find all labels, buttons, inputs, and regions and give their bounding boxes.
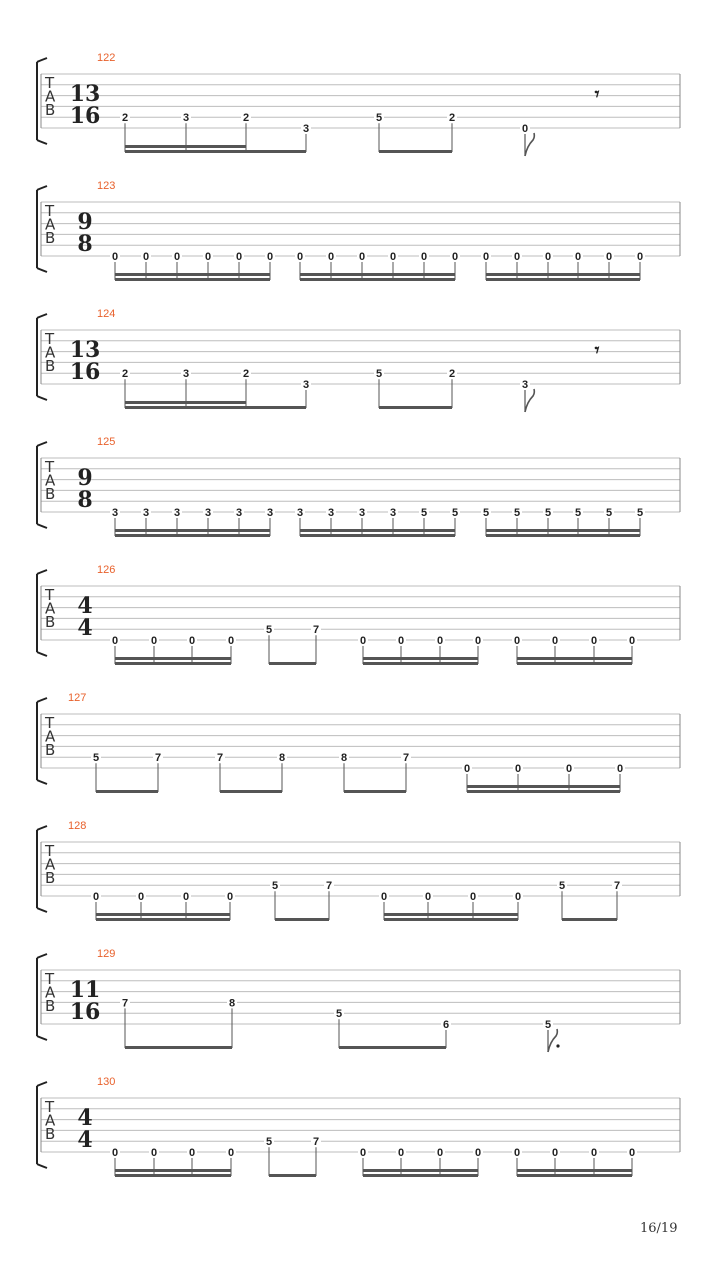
beam bbox=[125, 1046, 232, 1049]
fret-number: 0 bbox=[463, 763, 471, 775]
tab-clef-letter: B bbox=[45, 613, 56, 631]
fret-number: 0 bbox=[142, 251, 150, 263]
measure-number: 127 bbox=[68, 692, 87, 704]
measure-number: 128 bbox=[68, 820, 87, 832]
fret-number: 0 bbox=[226, 891, 234, 903]
tab-clef-letter: B bbox=[45, 741, 56, 759]
fret-number: 7 bbox=[312, 1136, 320, 1149]
beam bbox=[467, 785, 620, 788]
fret-number: 0 bbox=[327, 251, 335, 263]
beam bbox=[517, 657, 632, 660]
fret-number: 0 bbox=[474, 1147, 482, 1159]
time-signature-numerator: 4 bbox=[77, 593, 93, 619]
fret-number: 0 bbox=[227, 1147, 235, 1159]
measure-number: 129 bbox=[97, 948, 116, 960]
fret-number: 0 bbox=[513, 251, 521, 263]
time-signature-numerator: 9 bbox=[77, 209, 93, 235]
beam bbox=[562, 918, 617, 921]
fret-number: 0 bbox=[227, 635, 235, 647]
measure-number: 130 bbox=[97, 1076, 116, 1088]
fret-number: 5 bbox=[265, 624, 273, 637]
beam bbox=[96, 790, 158, 793]
beam bbox=[269, 1174, 316, 1177]
fret-number: 0 bbox=[235, 251, 243, 263]
beam bbox=[115, 534, 270, 537]
fret-number: 0 bbox=[137, 891, 145, 903]
fret-number: 0 bbox=[111, 1147, 119, 1159]
fret-number: 0 bbox=[424, 891, 432, 903]
note-flag bbox=[525, 389, 534, 412]
fret-number: 2 bbox=[448, 368, 456, 381]
fret-number: 3 bbox=[182, 112, 190, 125]
tab-clef-letter: B bbox=[45, 229, 56, 247]
beam bbox=[363, 657, 478, 660]
tab-clef-letter: A bbox=[45, 215, 56, 234]
fret-number: 0 bbox=[628, 635, 636, 647]
fret-number: 0 bbox=[616, 763, 624, 775]
measure-number: 125 bbox=[97, 436, 116, 448]
time-signature-denominator: 16 bbox=[69, 359, 101, 385]
tab-clef-letter: T bbox=[45, 202, 55, 220]
beam bbox=[125, 406, 306, 409]
fret-number: 8 bbox=[278, 752, 286, 765]
fret-number: 0 bbox=[551, 1147, 559, 1159]
fret-number: 0 bbox=[628, 1147, 636, 1159]
fret-number: 5 bbox=[420, 507, 428, 519]
beam bbox=[96, 918, 230, 921]
fret-number: 5 bbox=[271, 880, 279, 893]
beam bbox=[467, 790, 620, 793]
tab-clef-letter: T bbox=[45, 970, 55, 988]
time-signature-numerator: 13 bbox=[69, 337, 101, 363]
fret-number: 3 bbox=[173, 507, 181, 519]
tab-clef-letter: A bbox=[45, 983, 56, 1002]
fret-number: 5 bbox=[605, 507, 613, 519]
eighth-rest-icon: 𝄾 bbox=[594, 84, 600, 105]
fret-number: 0 bbox=[150, 1147, 158, 1159]
tab-clef-letter: T bbox=[45, 714, 55, 732]
fret-number: 2 bbox=[121, 368, 129, 381]
beam bbox=[115, 1174, 231, 1177]
fret-number: 5 bbox=[375, 112, 383, 125]
fret-number: 0 bbox=[380, 891, 388, 903]
tab-clef-letter: T bbox=[45, 842, 55, 860]
time-signature-numerator: 11 bbox=[69, 977, 101, 1003]
beam bbox=[125, 150, 306, 153]
beam bbox=[269, 662, 316, 665]
fret-number: 5 bbox=[335, 1008, 343, 1021]
tab-clef-letter: T bbox=[45, 74, 55, 92]
beam bbox=[363, 662, 478, 665]
tab-clef-letter: B bbox=[45, 101, 56, 119]
fret-number: 0 bbox=[266, 251, 274, 263]
fret-number: 0 bbox=[513, 1147, 521, 1159]
fret-number: 0 bbox=[551, 635, 559, 647]
tab-clef-letter: B bbox=[45, 997, 56, 1015]
time-signature-numerator: 9 bbox=[77, 465, 93, 491]
fret-number: 5 bbox=[544, 1019, 552, 1031]
fret-number: 3 bbox=[204, 507, 212, 519]
fret-number: 0 bbox=[514, 891, 522, 903]
fret-number: 0 bbox=[574, 251, 582, 263]
beam bbox=[96, 913, 230, 916]
tab-clef-letter: B bbox=[45, 1125, 56, 1143]
fret-number: 0 bbox=[469, 891, 477, 903]
beam bbox=[486, 278, 640, 281]
beam bbox=[486, 529, 640, 532]
tab-clef-letter: T bbox=[45, 330, 55, 348]
fret-number: 0 bbox=[111, 635, 119, 647]
fret-number: 0 bbox=[436, 1147, 444, 1159]
beam bbox=[220, 790, 282, 793]
beam bbox=[300, 273, 455, 276]
beam bbox=[517, 662, 632, 665]
tab-clef-letter: A bbox=[45, 1111, 56, 1130]
beam bbox=[115, 529, 270, 532]
tab-clef-letter: A bbox=[45, 599, 56, 618]
beam bbox=[125, 401, 246, 404]
beam bbox=[300, 529, 455, 532]
beam bbox=[344, 790, 406, 793]
fret-number: 0 bbox=[513, 635, 521, 647]
fret-number: 2 bbox=[448, 112, 456, 125]
fret-number: 3 bbox=[389, 507, 397, 519]
fret-number: 0 bbox=[544, 251, 552, 263]
fret-number: 7 bbox=[402, 752, 410, 765]
fret-number: 7 bbox=[154, 752, 162, 765]
fret-number: 0 bbox=[397, 635, 405, 647]
beam bbox=[363, 1169, 478, 1172]
time-signature-denominator: 4 bbox=[77, 615, 93, 641]
fret-number: 0 bbox=[590, 635, 598, 647]
fret-number: 5 bbox=[636, 507, 644, 519]
fret-number: 5 bbox=[375, 368, 383, 381]
fret-number: 2 bbox=[242, 368, 250, 381]
fret-number: 8 bbox=[340, 752, 348, 765]
time-signature-numerator: 13 bbox=[69, 81, 101, 107]
time-signature-denominator: 16 bbox=[69, 103, 101, 129]
tab-clef-letter: T bbox=[45, 1098, 55, 1116]
fret-number: 0 bbox=[636, 251, 644, 263]
fret-number: 0 bbox=[359, 1147, 367, 1159]
beam bbox=[115, 662, 231, 665]
fret-number: 7 bbox=[613, 880, 621, 893]
fret-number: 0 bbox=[474, 635, 482, 647]
tab-clef-letter: T bbox=[45, 458, 55, 476]
beam bbox=[300, 534, 455, 537]
dot-icon bbox=[556, 1044, 559, 1047]
beam bbox=[486, 534, 640, 537]
fret-number: 3 bbox=[182, 368, 190, 381]
fret-number: 0 bbox=[590, 1147, 598, 1159]
fret-number: 5 bbox=[92, 752, 100, 765]
tab-clef-letter: B bbox=[45, 357, 56, 375]
fret-number: 0 bbox=[436, 635, 444, 647]
time-signature-denominator: 8 bbox=[77, 231, 93, 257]
fret-number: 3 bbox=[302, 123, 310, 135]
fret-number: 3 bbox=[296, 507, 304, 519]
measure-number: 123 bbox=[97, 180, 116, 192]
fret-number: 7 bbox=[121, 997, 129, 1010]
fret-number: 0 bbox=[188, 635, 196, 647]
fret-number: 0 bbox=[182, 891, 190, 903]
beam bbox=[125, 145, 246, 148]
fret-number: 0 bbox=[565, 763, 573, 775]
tab-clef-letter: T bbox=[45, 586, 55, 604]
fret-number: 0 bbox=[605, 251, 613, 263]
beam bbox=[384, 913, 518, 916]
eighth-rest-icon: 𝄾 bbox=[594, 340, 600, 361]
beam bbox=[115, 273, 270, 276]
fret-number: 0 bbox=[296, 251, 304, 263]
fret-number: 0 bbox=[358, 251, 366, 263]
fret-number: 0 bbox=[111, 251, 119, 263]
fret-number: 7 bbox=[312, 624, 320, 637]
page-number: 16/19 bbox=[640, 1221, 678, 1236]
fret-number: 0 bbox=[482, 251, 490, 263]
note-flag bbox=[548, 1029, 557, 1052]
fret-number: 7 bbox=[325, 880, 333, 893]
fret-number: 5 bbox=[558, 880, 566, 893]
beam bbox=[115, 278, 270, 281]
tab-clef-letter: B bbox=[45, 869, 56, 887]
fret-number: 0 bbox=[150, 635, 158, 647]
tab-clef-letter: A bbox=[45, 343, 56, 362]
fret-number: 8 bbox=[228, 997, 236, 1010]
beam bbox=[384, 918, 518, 921]
fret-number: 0 bbox=[204, 251, 212, 263]
fret-number: 3 bbox=[302, 379, 310, 391]
fret-number: 3 bbox=[358, 507, 366, 519]
fret-number: 2 bbox=[121, 112, 129, 125]
fret-number: 3 bbox=[266, 507, 274, 519]
fret-number: 5 bbox=[482, 507, 490, 519]
beam bbox=[486, 273, 640, 276]
beam bbox=[275, 918, 329, 921]
fret-number: 3 bbox=[235, 507, 243, 519]
fret-number: 3 bbox=[327, 507, 335, 519]
beam bbox=[379, 406, 452, 409]
fret-number: 0 bbox=[359, 635, 367, 647]
fret-number: 7 bbox=[216, 752, 224, 765]
tab-clef-letter: A bbox=[45, 471, 56, 490]
measure-number: 122 bbox=[97, 52, 116, 64]
time-signature-denominator: 4 bbox=[77, 1127, 93, 1153]
tab-clef-letter: A bbox=[45, 855, 56, 874]
tab-clef-letter: A bbox=[45, 727, 56, 746]
beam bbox=[517, 1174, 632, 1177]
fret-number: 5 bbox=[265, 1136, 273, 1149]
fret-number: 5 bbox=[513, 507, 521, 519]
fret-number: 0 bbox=[521, 123, 529, 135]
beam bbox=[115, 657, 231, 660]
fret-number: 0 bbox=[420, 251, 428, 263]
beam bbox=[379, 150, 452, 153]
beam bbox=[517, 1169, 632, 1172]
fret-number: 6 bbox=[442, 1019, 450, 1031]
beam bbox=[339, 1046, 446, 1049]
fret-number: 0 bbox=[397, 1147, 405, 1159]
fret-number: 0 bbox=[173, 251, 181, 263]
time-signature-denominator: 16 bbox=[69, 999, 101, 1025]
fret-number: 0 bbox=[389, 251, 397, 263]
fret-number: 2 bbox=[242, 112, 250, 125]
beam bbox=[363, 1174, 478, 1177]
time-signature-numerator: 4 bbox=[77, 1105, 93, 1131]
tab-clef-letter: B bbox=[45, 485, 56, 503]
measure-number: 124 bbox=[97, 308, 116, 320]
fret-number: 5 bbox=[451, 507, 459, 519]
fret-number: 5 bbox=[544, 507, 552, 519]
fret-number: 0 bbox=[188, 1147, 196, 1159]
fret-number: 3 bbox=[111, 507, 119, 519]
beam bbox=[300, 278, 455, 281]
measure-number: 126 bbox=[97, 564, 116, 576]
time-signature-denominator: 8 bbox=[77, 487, 93, 513]
beam bbox=[115, 1169, 231, 1172]
fret-number: 3 bbox=[521, 379, 529, 391]
fret-number: 0 bbox=[451, 251, 459, 263]
fret-number: 3 bbox=[142, 507, 150, 519]
fret-number: 0 bbox=[92, 891, 100, 903]
tab-clef-letter: A bbox=[45, 87, 56, 106]
fret-number: 5 bbox=[574, 507, 582, 519]
note-flag bbox=[525, 133, 534, 156]
fret-number: 0 bbox=[514, 763, 522, 775]
